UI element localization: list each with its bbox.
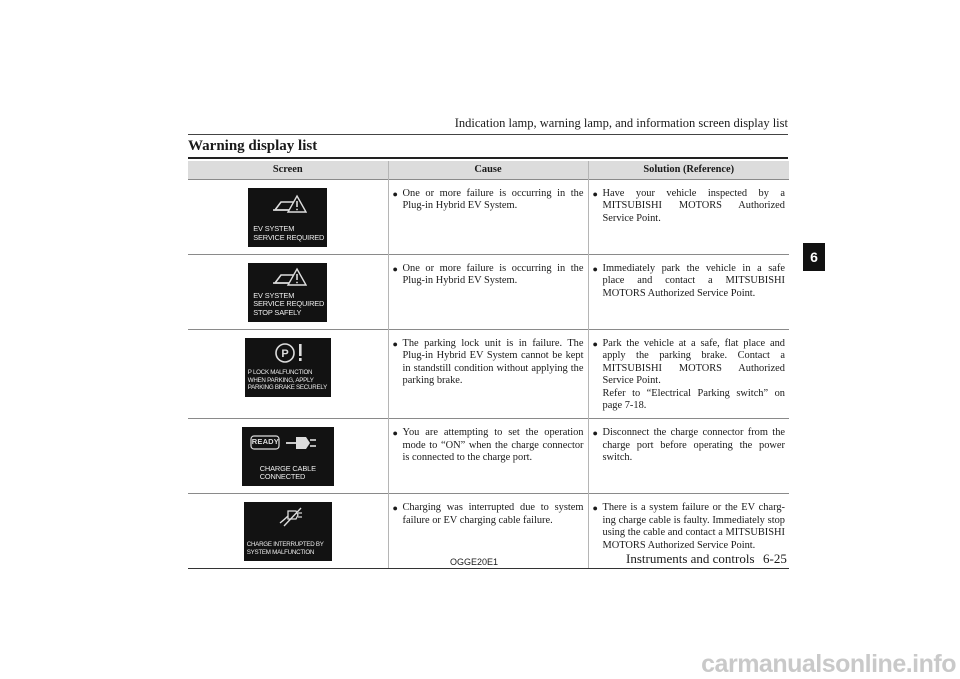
bullet-icon: ● <box>392 339 398 349</box>
watermark: carmanualsonline.info <box>701 650 956 678</box>
solution-text: There is a system failure or the EV charg-ing charge cable is faulty. Immediately stop using the cable and contact a MITSUBISHI MOTORS Authorized Service Point. <box>602 502 785 551</box>
solution-text: Immediately park the vehicle in a safe place and contact a MITSUBISHI MOTORS Authorized Service Point. <box>602 263 785 299</box>
display-screen-image <box>248 188 327 247</box>
bullet-icon: ● <box>392 189 398 199</box>
chapter-tab: 6 <box>803 243 825 271</box>
bullet-icon: ● <box>392 503 398 514</box>
bullet-icon: ● <box>592 189 598 199</box>
screen-cell <box>188 255 388 330</box>
cause-text: You are attempting to set the operation mode to “ON” when the charge connector is connected to the charge port. <box>402 427 584 464</box>
cause-text: One or more failure is occurring in the Plug-in Hybrid EV System. <box>402 263 584 287</box>
solution-cell <box>588 180 789 255</box>
display-text: P LOCK MALFUNCTION WHEN PARKING, APPLY PARKING BRAKE SECURELY <box>247 369 327 392</box>
ready-badge: READY <box>251 437 280 447</box>
page-number: 6-25 <box>763 551 787 566</box>
display-text: CHARGE CABLE CONNECTED <box>259 463 316 482</box>
cause-text: Charging was interrupted due to system failure or EV charging cable failure. <box>402 502 584 526</box>
solution-text: Disconnect the charge connector from the charge port before operating the power switch. <box>602 427 785 464</box>
screen-cell <box>188 180 388 255</box>
display-screen-image <box>248 263 327 322</box>
cause-text: The parking lock unit is in failure. The Plug-in Hybrid EV System cannot be kept in standstill condition without applying the parking brake. <box>402 338 584 387</box>
display-text: CHARGE INTERRUPTED BY SYSTEM MALFUNCTION <box>246 541 324 556</box>
display-screen-image <box>245 338 331 397</box>
bullet-icon: ● <box>592 503 598 514</box>
display-screen-image <box>242 427 334 486</box>
table-row <box>188 330 789 419</box>
section-title: Warning display list <box>188 138 318 154</box>
cause-cell <box>388 255 588 330</box>
display-text: EV SYSTEM SERVICE REQUIRED STOP SAFELY <box>253 290 325 317</box>
bullet-icon: ● <box>592 339 598 349</box>
solution-cell <box>588 330 789 419</box>
cause-cell <box>388 180 588 255</box>
bullet-icon: ● <box>592 428 598 439</box>
warning-display-table <box>188 161 789 569</box>
table-header-row <box>188 161 789 180</box>
svg-text:P: P <box>281 348 289 360</box>
header-rule <box>188 134 788 135</box>
bullet-icon: ● <box>392 264 398 274</box>
column-header-solution: Solution (Reference) <box>588 161 789 180</box>
solution-cell <box>588 255 789 330</box>
section-rule <box>188 157 788 159</box>
solution-cell <box>588 419 789 494</box>
vehicle-warning-icon <box>273 193 307 215</box>
screen-cell <box>188 330 388 419</box>
document-code: OGGE20E1 <box>450 557 499 567</box>
cause-text: One or more failure is occurring in the Plug-in Hybrid EV System. <box>402 188 584 212</box>
table-row <box>188 180 789 255</box>
bullet-icon: ● <box>592 264 598 274</box>
running-header: Indication lamp, warning lamp, and information screen display list <box>454 116 788 130</box>
column-header-screen: Screen <box>188 161 388 180</box>
bullet-icon: ● <box>392 428 398 439</box>
solution-text: Have your vehicle inspected by a MITSUBISHI MOTORS Authorized Service Point. <box>602 188 785 224</box>
table-row <box>188 255 789 330</box>
cause-cell <box>388 419 588 494</box>
screen-cell <box>188 419 388 494</box>
cause-cell <box>388 330 588 419</box>
footer-section-name: Instruments and controls <box>626 551 755 566</box>
table-row <box>188 419 789 494</box>
display-screen-image <box>244 502 332 561</box>
vehicle-warning-icon <box>273 266 307 288</box>
solution-text: Park the vehicle at a safe, flat place and apply the parking brake. Contact a MITSUBISHI MOTORS Authorized Service Point. Refer to “Electrical Parking switch” on page 7-18. <box>602 338 785 412</box>
park-lock-warning-icon <box>275 342 305 364</box>
charge-interrupted-icon <box>277 506 303 528</box>
display-text: EV SYSTEM SERVICE REQUIRED <box>253 224 325 242</box>
screen-cell <box>188 494 388 569</box>
column-header-cause: Cause <box>388 161 588 180</box>
